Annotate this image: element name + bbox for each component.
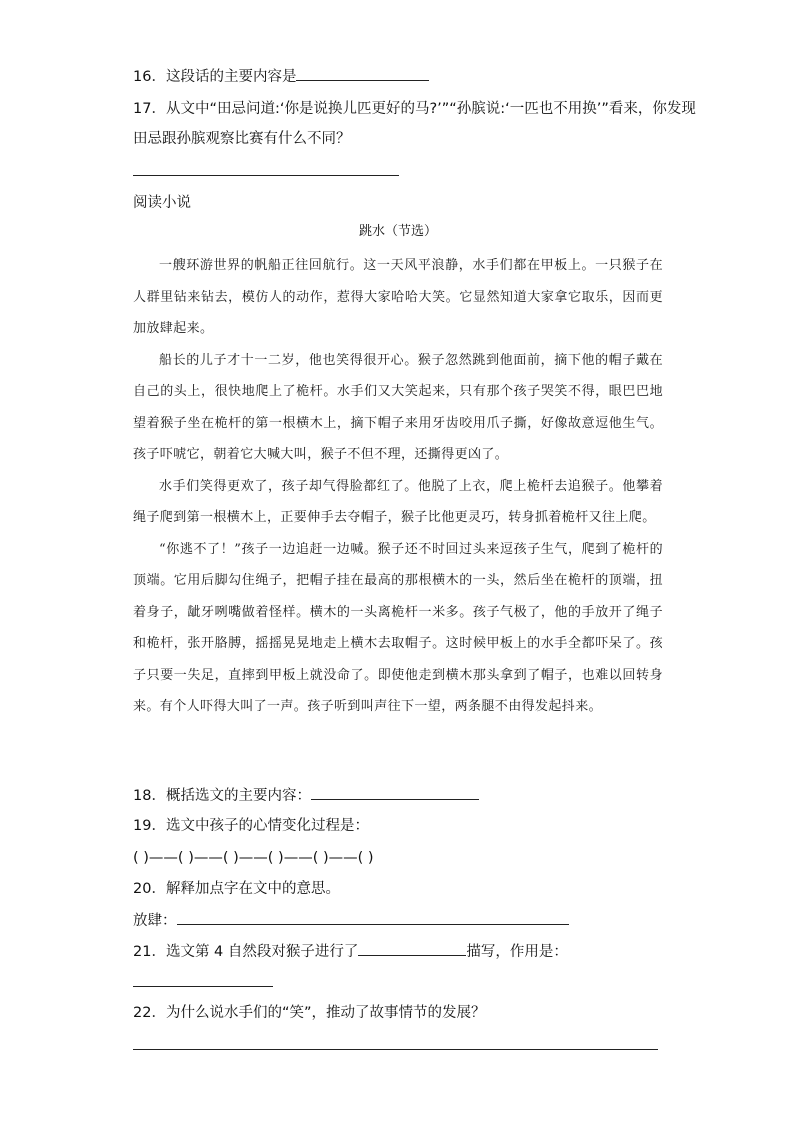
question-17-line-2: 田忌跟孙膑观察比赛有什么不同？ <box>133 131 351 147</box>
answer-blank-16[interactable] <box>296 66 429 81</box>
answer-blank-18[interactable] <box>311 785 479 800</box>
question-21-label-b: 描写，作用是： <box>466 944 568 960</box>
answer-line-21b[interactable] <box>133 986 273 987</box>
term-fangsi: 放肆： <box>133 913 177 929</box>
question-20-label: 20．解释加点字在文中的意思。 <box>133 881 340 897</box>
question-19-label: 19．选文中孩子的心情变化过程是： <box>133 818 369 834</box>
question-18-label: 18．概括选文的主要内容： <box>133 788 311 804</box>
question-16 <box>133 66 429 87</box>
story-paragraph-3: 水手们笑得更欢了，孩子却气得脸都红了。他脱了上衣，爬上桅杆去追猴子。他攀着绳子爬到第一根横木上，正要伸手去夺帽子，猴子比他更灵巧，转身抓着桅杆又往上爬。 <box>133 478 663 525</box>
story-title: 跳水（节选） <box>358 224 437 239</box>
mood-chain[interactable]: ( )——( )——( )——( )——( )——( ) <box>133 850 374 866</box>
section-heading: 阅读小说 <box>133 195 191 211</box>
question-21 <box>133 941 568 962</box>
question-20-term <box>133 910 569 931</box>
question-16-label: 16．这段话的主要内容是 <box>133 69 297 85</box>
answer-blank-21a[interactable] <box>358 941 466 956</box>
answer-line-17[interactable] <box>133 175 399 176</box>
story-paragraph-2: 船长的儿子才十一二岁，他也笑得很开心。猴子忽然跳到他面前，摘下他的帽子戴在自己的头上，很快地爬上了桅杆。水手们又大笑起来，只有那个孩子哭笑不得，眼巴巴地望着猴子坐在桅杆的第一根横木上，摘下帽子来用牙齿咬用爪子撕，好像故意逗他生气。孩子吓唬它，朝着它大喊大叫，猴子不但不理，还撕得更凶了。 <box>133 352 663 462</box>
question-17-line-1: 17．从文中“田忌问道:‘你是说换儿匹更好的马?’”“孙膑说:‘一匹也不用换’”看来，你发现 <box>133 101 696 117</box>
answer-blank-20[interactable] <box>177 910 569 925</box>
question-18 <box>133 785 479 806</box>
question-21-label-a: 21．选文第 4 自然段对猴子进行了 <box>133 944 359 960</box>
question-22-label: 22．为什么说水手们的“笑”，推动了故事情节的发展？ <box>133 1005 486 1021</box>
story-paragraph-4: “你逃不了！”孩子一边追赶一边喊。猴子还不时回过头来逗孩子生气，爬到了桅杆的顶端。它用后脚勾住绳子，把帽子挂在最高的那根横木的一头，然后坐在桅杆的顶端，扭着身子，龇牙咧嘴做着怪样。横木的一头离桅杆一米多。孩子气极了，他的手放开了绳子和桅杆，张开胳膊，摇摇晃晃地走上横木去取帽子。这时候甲板上的水手全都吓呆了。孩子只要一失足，直摔到甲板上就没命了。即使他走到横木那头拿到了帽子，也难以回转身来。有个人吓得大叫了一声。孩子听到叫声往下一望，两条腿不由得发起抖来。 <box>133 541 663 714</box>
story-paragraph-1: 一艘环游世界的帆船正往回航行。这一天风平浪静，水手们都在甲板上。一只猴子在人群里钻来钻去，模仿人的动作，惹得大家哈哈大笑。它显然知道大家拿它取乐，因而更加放肆起来。 <box>133 258 663 336</box>
answer-line-22[interactable] <box>133 1049 658 1050</box>
story-text <box>133 250 663 723</box>
